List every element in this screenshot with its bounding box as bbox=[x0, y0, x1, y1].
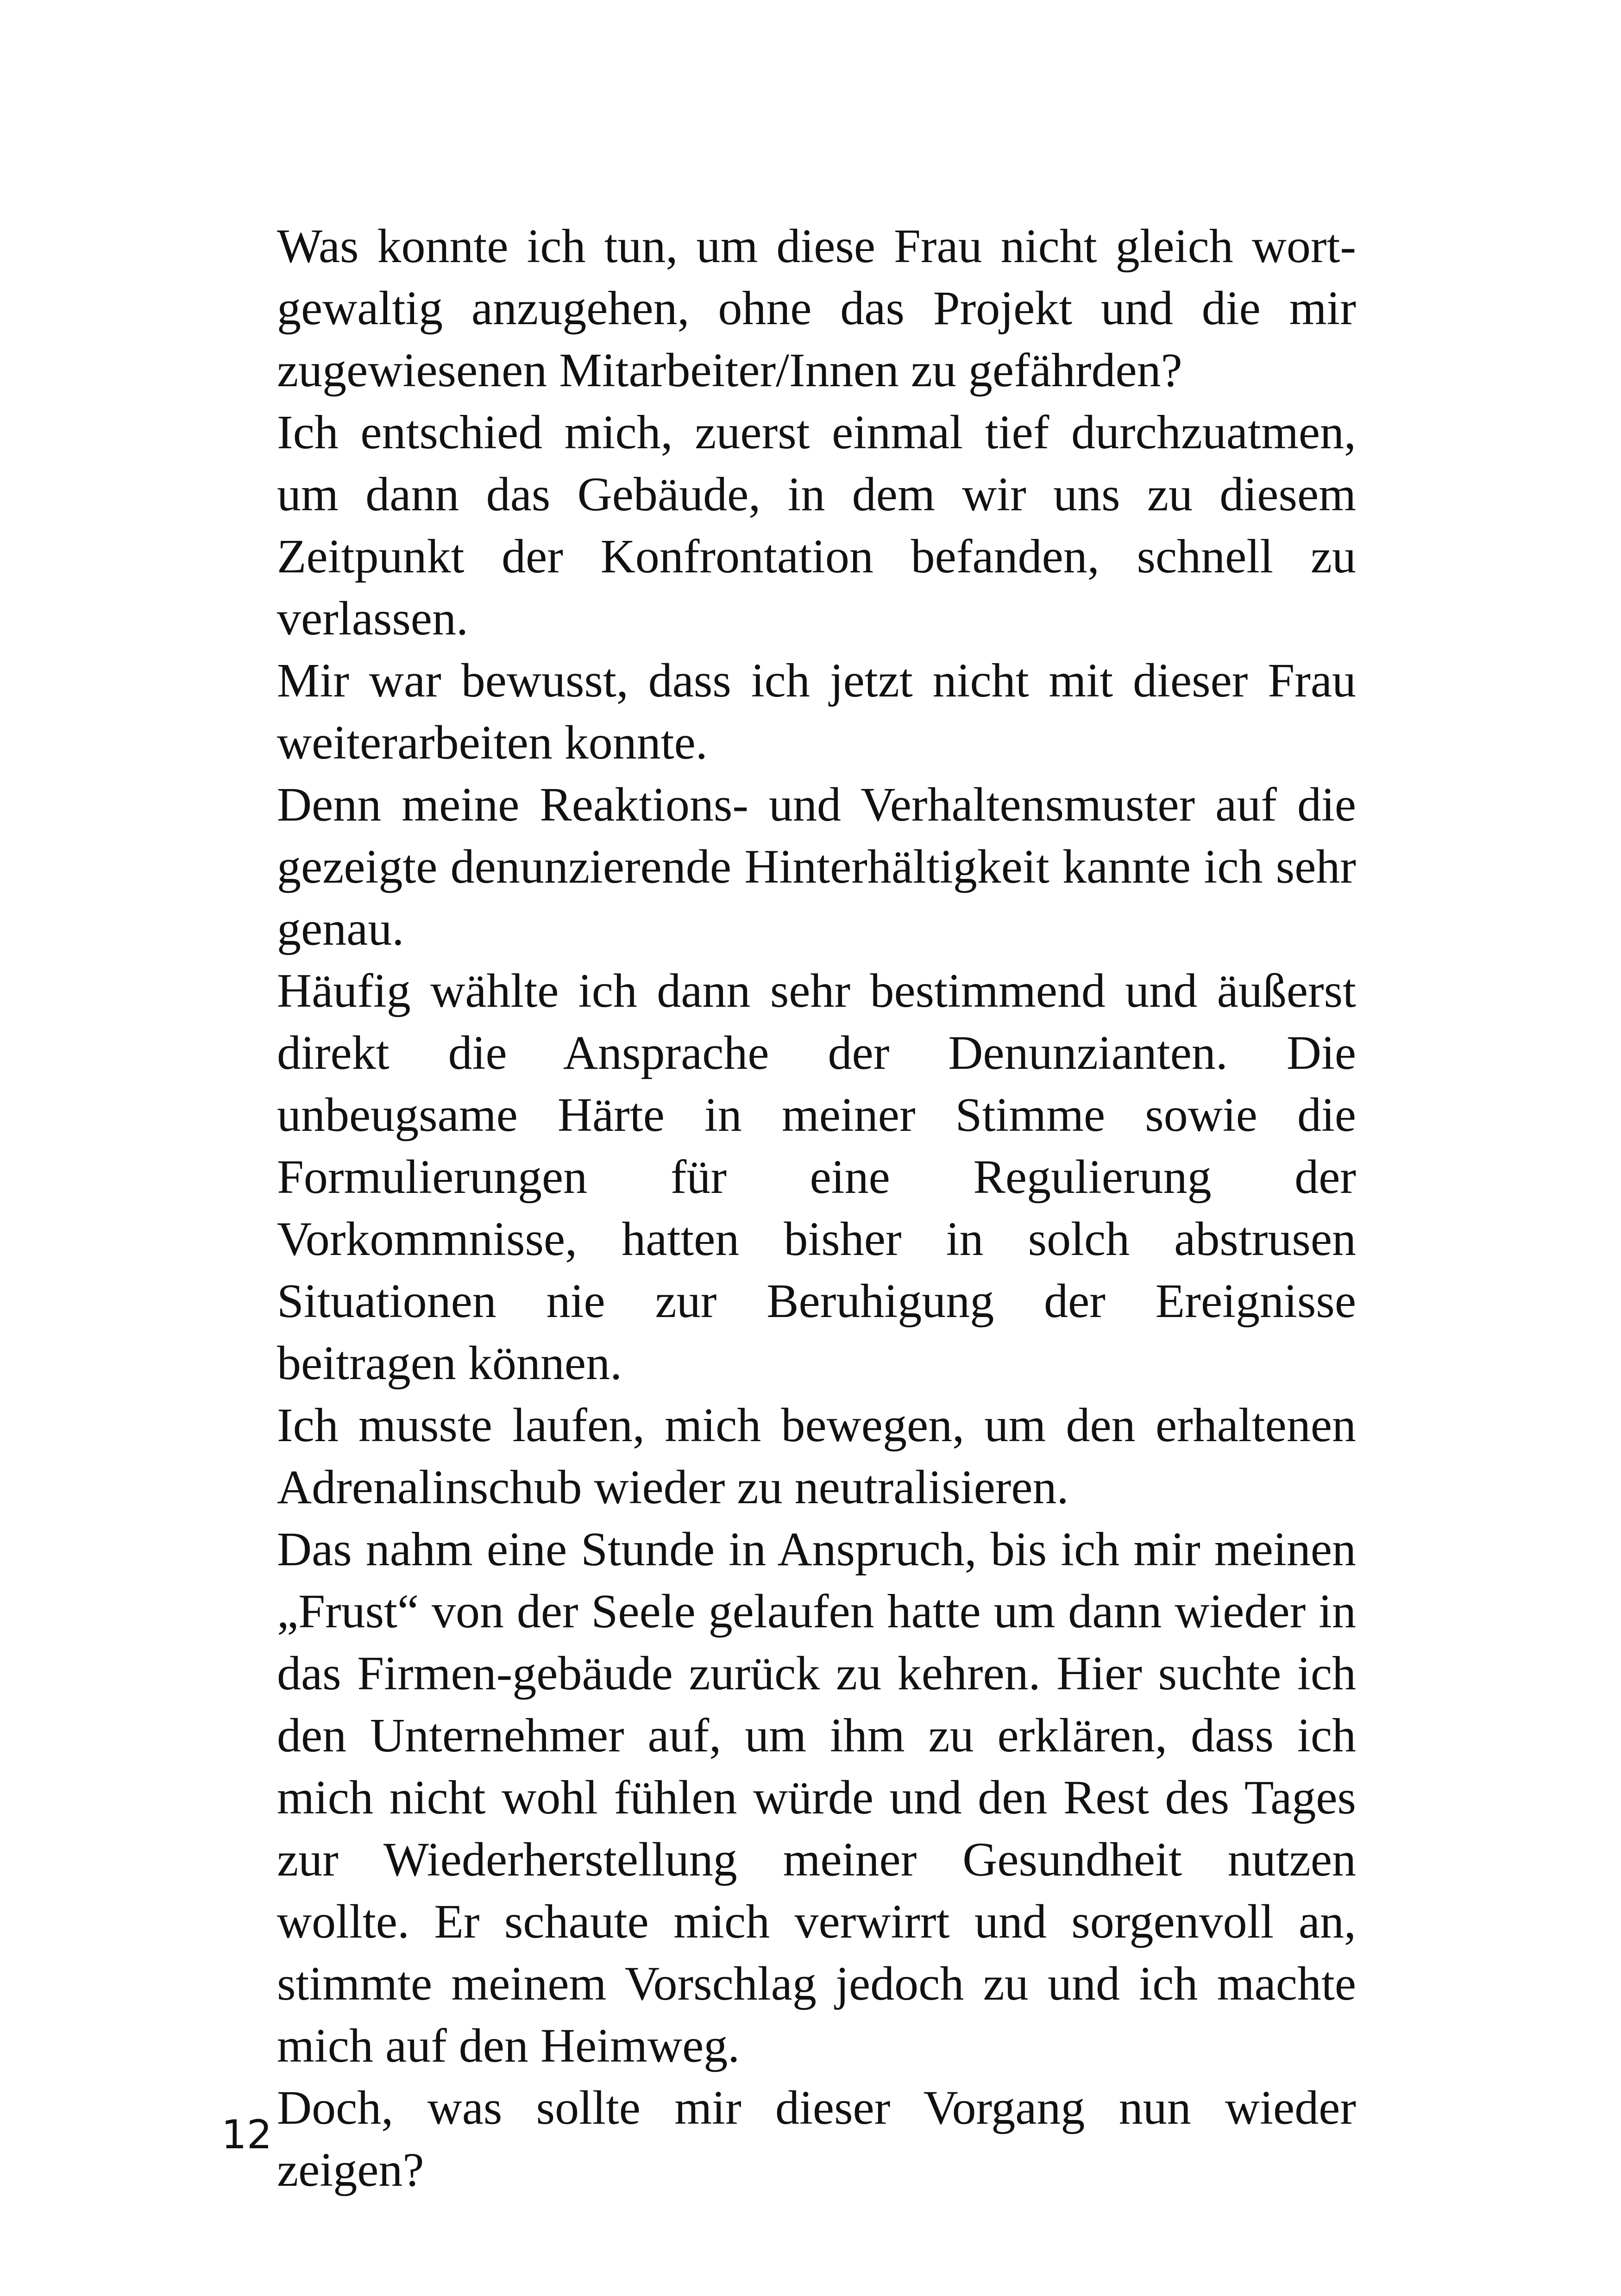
page-number: 12 bbox=[221, 2112, 272, 2158]
paragraph-8: Doch, was sollte mir dieser Vorgang nun wieder zeigen? bbox=[277, 2081, 1356, 2196]
body-text bbox=[277, 215, 1356, 2201]
paragraph-4: Denn meine Reaktions- und Verhaltensmuster auf die gezeigte denunzierende Hinterhältigkeit kannte ich sehr genau. bbox=[277, 778, 1356, 955]
paragraph-2: Ich entschied mich, zuerst einmal tief durchzuatmen, um dann das Gebäude, in dem wir uns zu diesem Zeitpunkt der Konfrontation befanden, schnell zu verlassen. bbox=[277, 406, 1356, 645]
paragraph-3: Mir war bewusst, dass ich jetzt nicht mit dieser Frau weiterarbeiten konnte. bbox=[277, 654, 1356, 769]
paragraph-1: Was konnte ich tun, um diese Frau nicht gleich wort-gewaltig anzugehen, ohne das Projekt und die mir zugewiesenen Mitarbeiter/Innen zu gefährden? bbox=[277, 220, 1356, 397]
paragraph-5: Häufig wählte ich dann sehr bestimmend und äußerst direkt die Ansprache der Denunzianten. Die unbeugsame Härte in meiner Stimme sowie die Formulierungen für eine Regulierung der Vorkommnisse, hatten bisher in solch abstrusen Situationen nie zur Beruhigung der Ereignisse beitragen können. bbox=[277, 964, 1356, 1390]
paragraph-6: Ich musste laufen, mich bewegen, um den erhaltenen Adrenalinschub wieder zu neutralisieren. bbox=[277, 1399, 1356, 1514]
paragraph-7: Das nahm eine Stunde in Anspruch, bis ich mir meinen „Frust“ von der Seele gelaufen hatte um dann wieder in das Firmen-gebäude zurück zu kehren. Hier suchte ich den Unternehmer auf, um ihm zu erklären, dass ich mich nicht wohl fühlen würde und den Rest des Tages zur Wiederherstellung meiner Gesundheit nutzen wollte. Er schaute mich verwirrt und sorgenvoll an, stimmte meinem Vorschlag jedoch zu und ich machte mich auf den Heimweg. bbox=[277, 1523, 1356, 2072]
